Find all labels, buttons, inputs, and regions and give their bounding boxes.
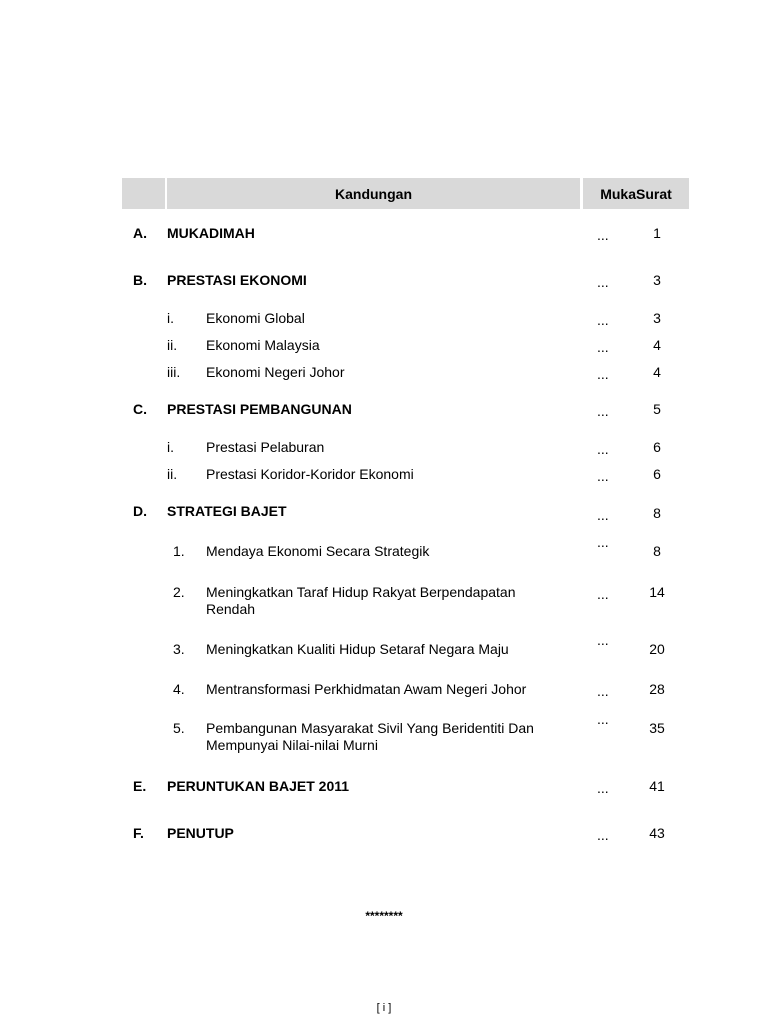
page-number: 28 [649, 681, 665, 697]
header-contents-title: Kandungan [167, 178, 580, 209]
subsection-title: Prestasi Pelaburan [206, 439, 325, 455]
subsection-title: Mentransformasi Perkhidmatan Awam Negeri Johor [206, 681, 527, 697]
subsection-title: Ekonomi Malaysia [206, 337, 320, 353]
leader-dots: ... [597, 507, 609, 523]
subsection-number: 5. [173, 720, 185, 736]
page-number: 3 [653, 310, 661, 326]
header-blank-cell [122, 178, 165, 209]
subsection-title: Ekonomi Global [206, 310, 305, 326]
subsection-number: 4. [173, 681, 185, 697]
subsection-number: 1. [173, 543, 185, 559]
page-number: 1 [653, 225, 661, 241]
leader-dots: ... [597, 403, 609, 419]
page-number: 20 [649, 641, 665, 657]
leader-dots: ... [597, 366, 609, 382]
section-letter: B. [133, 272, 147, 288]
page-number: 5 [653, 401, 661, 417]
leader-dots: ... [597, 274, 609, 290]
page-number: 6 [653, 439, 661, 455]
section-title: PRESTASI PEMBANGUNAN [167, 401, 352, 417]
page-number: 35 [649, 720, 665, 736]
header-page-column: MukaSurat [583, 178, 689, 209]
subsection-number: i. [167, 439, 174, 455]
subsection-number: 3. [173, 641, 185, 657]
section-letter: D. [133, 503, 147, 519]
leader-dots: ... [597, 632, 609, 648]
page-number: 14 [649, 584, 665, 600]
section-title: PENUTUP [167, 825, 234, 841]
subsection-title: Meningkatkan Taraf Hidup Rakyat Berpendapatan Rendah [206, 584, 516, 617]
section-title: MUKADIMAH [167, 225, 255, 241]
subsection-number: ii. [167, 466, 178, 482]
leader-dots: ... [597, 339, 609, 355]
subsection-title: Ekonomi Negeri Johor [206, 364, 345, 380]
subsection-title: Pembangunan Masyarakat Sivil Yang Beridentiti Dan Mempunyai Nilai-nilai Murni [206, 720, 534, 753]
leader-dots: ... [597, 312, 609, 328]
leader-dots: ... [597, 468, 609, 484]
subsection-title: Prestasi Koridor-Koridor Ekonomi [206, 466, 414, 482]
leader-dots: ... [597, 827, 609, 843]
page-number: 41 [649, 778, 665, 794]
leader-dots: ... [597, 441, 609, 457]
page-number: 4 [653, 364, 661, 380]
subsection-number: iii. [167, 364, 181, 380]
leader-dots: ... [597, 586, 609, 602]
page-number: 43 [649, 825, 665, 841]
separator-stars: ******** [365, 909, 403, 923]
page-number: 3 [653, 272, 661, 288]
leader-dots: ... [597, 683, 609, 699]
page-number: 8 [653, 505, 661, 521]
page-number: 8 [653, 543, 661, 559]
section-title: PRESTASI EKONOMI [167, 272, 307, 288]
leader-dots: ... [597, 780, 609, 796]
page-number: 6 [653, 466, 661, 482]
section-letter: E. [133, 778, 147, 794]
page-number: 4 [653, 337, 661, 353]
subsection-title: Meningkatkan Kualiti Hidup Setaraf Negara Maju [206, 641, 509, 657]
subsection-title: Mendaya Ekonomi Secara Strategik [206, 543, 430, 559]
subsection-number: i. [167, 310, 174, 326]
subsection-number: ii. [167, 337, 178, 353]
subsection-number: 2. [173, 584, 185, 600]
section-title: PERUNTUKAN BAJET 2011 [167, 778, 350, 794]
leader-dots: ... [597, 534, 609, 550]
section-letter: C. [133, 401, 147, 417]
section-letter: A. [133, 225, 147, 241]
page-number-footer: [ i ] [376, 1002, 392, 1014]
section-letter: F. [133, 825, 144, 841]
leader-dots: ... [597, 711, 609, 727]
leader-dots: ... [597, 227, 609, 243]
section-title: STRATEGI BAJET [167, 503, 287, 519]
